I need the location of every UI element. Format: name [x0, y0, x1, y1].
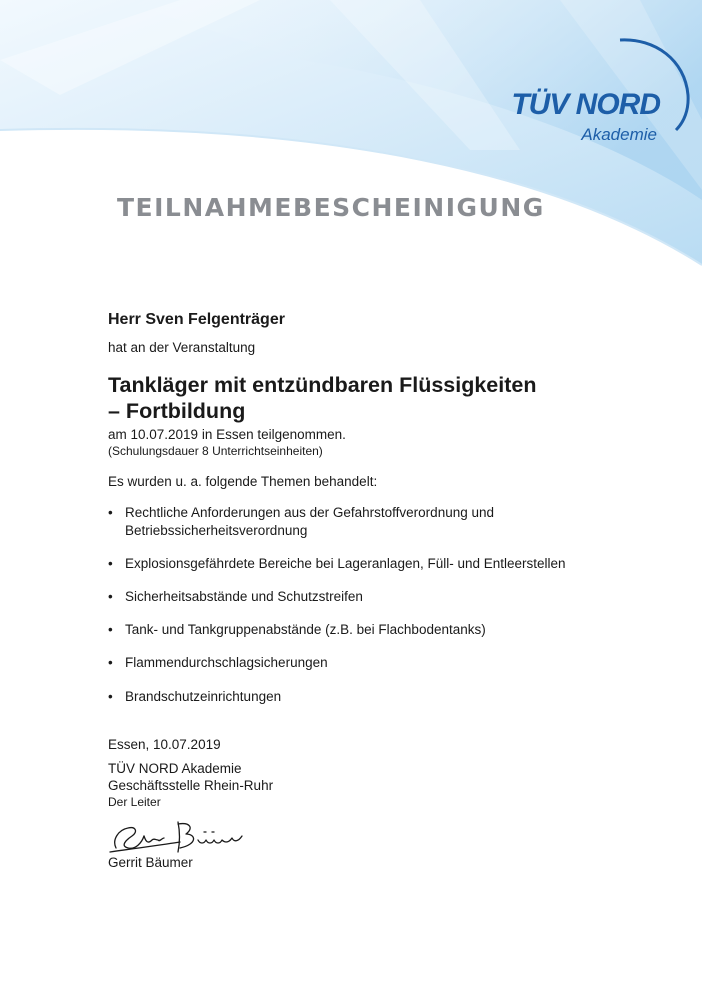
topic-text: Brandschutzeinrichtungen: [125, 689, 282, 704]
topic-text: Tank- und Tankgruppenabstände (z.B. bei Flachbodentanks): [125, 622, 486, 637]
signer-name: Gerrit Bäumer: [108, 855, 193, 870]
topic-text: Explosionsgefährdete Bereiche bei Lageranlagen, Füll- und Entleerstellen: [125, 556, 566, 571]
bullet-icon: •: [108, 655, 113, 670]
bullet-icon: •: [108, 505, 113, 520]
place-date: Essen, 10.07.2019: [108, 737, 221, 752]
bullet-icon: •: [108, 689, 113, 704]
document-title: TEILNAHMEBESCHEINIGUNG: [117, 193, 545, 222]
course-title: [108, 372, 537, 424]
bullet-icon: •: [108, 622, 113, 637]
course-title-line-2: – Fortbildung: [108, 399, 246, 423]
topic-text: Flammendurchschlagsicherungen: [125, 655, 328, 670]
bullet-icon: •: [108, 589, 113, 604]
topic-text: Sicherheitsabstände und Schutzstreifen: [125, 589, 363, 604]
course-title-line-1: Tankläger mit entzündbaren Flüssigkeiten: [108, 373, 537, 397]
course-date: am 10.07.2019 in Essen teilgenommen.: [108, 427, 346, 442]
participation-text: hat an der Veranstaltung: [108, 340, 256, 355]
topics-intro: Es wurden u. a. folgende Themen behandelt:: [108, 474, 378, 489]
logo-subtitle: Akademie: [581, 125, 657, 144]
branch-name: Geschäftsstelle Rhein-Ruhr: [108, 778, 274, 793]
signer-role: Der Leiter: [108, 795, 161, 809]
handwritten-signature: [108, 818, 248, 856]
recipient-name: Herr Sven Felgenträger: [108, 311, 285, 328]
logo-wordmark: TÜV NORD: [511, 88, 660, 121]
tuev-nord-logo: [500, 30, 690, 150]
bullet-icon: •: [108, 556, 113, 571]
topic-text: Rechtliche Anforderungen aus der Gefahrstoffverordnung und Betriebssicherheitsverordnung: [125, 505, 494, 538]
course-duration: (Schulungsdauer 8 Unterrichtseinheiten): [108, 444, 323, 458]
organization-name: TÜV NORD Akademie: [108, 761, 242, 776]
